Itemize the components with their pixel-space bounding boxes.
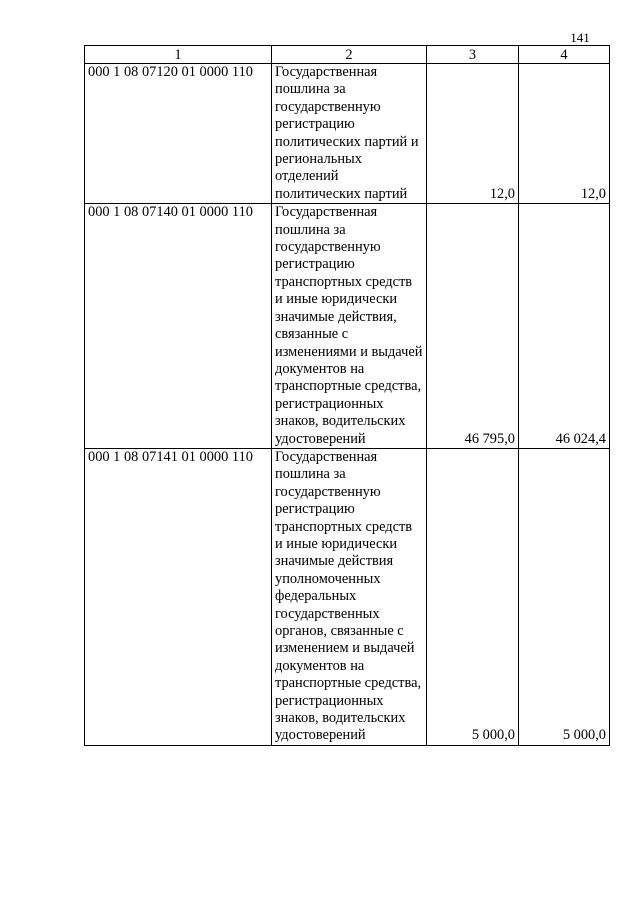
table-row — [85, 204, 610, 449]
amount-col-3: 5 000,0 — [427, 448, 519, 745]
amount-col-4: 5 000,0 — [519, 448, 610, 745]
table-row — [85, 64, 610, 204]
amount-col-3: 12,0 — [427, 64, 519, 204]
header-col-3: 3 — [427, 46, 519, 64]
header-col-2: 2 — [272, 46, 427, 64]
table-row — [85, 448, 610, 745]
header-col-1: 1 — [85, 46, 272, 64]
income-name: Государственная пошлина за государственную регистрацию политических партий и региональных отделений политических партий — [272, 64, 427, 204]
amount-col-4: 12,0 — [519, 64, 610, 204]
amount-col-4: 46 024,4 — [519, 204, 610, 449]
income-name: Государственная пошлина за государственную регистрацию транспортных средств и иные юридически значимые действия, связанные с изменениями и выдачей документов на транспортные средства, регистрационных знаков, водительских удостоверений — [272, 204, 427, 449]
header-row — [85, 46, 610, 64]
budget-table — [84, 45, 610, 746]
income-name: Государственная пошлина за государственную регистрацию транспортных средств и иные юридически значимые действия уполномоченных федеральных государственных органов, связанные с изменением и выдачей документов на транспортные средства, регистрационных знаков, водительских удостоверений — [272, 448, 427, 745]
page-number: 141 — [570, 30, 590, 45]
income-code: 000 1 08 07140 01 0000 110 — [85, 204, 272, 449]
income-code: 000 1 08 07120 01 0000 110 — [85, 64, 272, 204]
header-col-4: 4 — [519, 46, 610, 64]
income-code: 000 1 08 07141 01 0000 110 — [85, 448, 272, 745]
amount-col-3: 46 795,0 — [427, 204, 519, 449]
